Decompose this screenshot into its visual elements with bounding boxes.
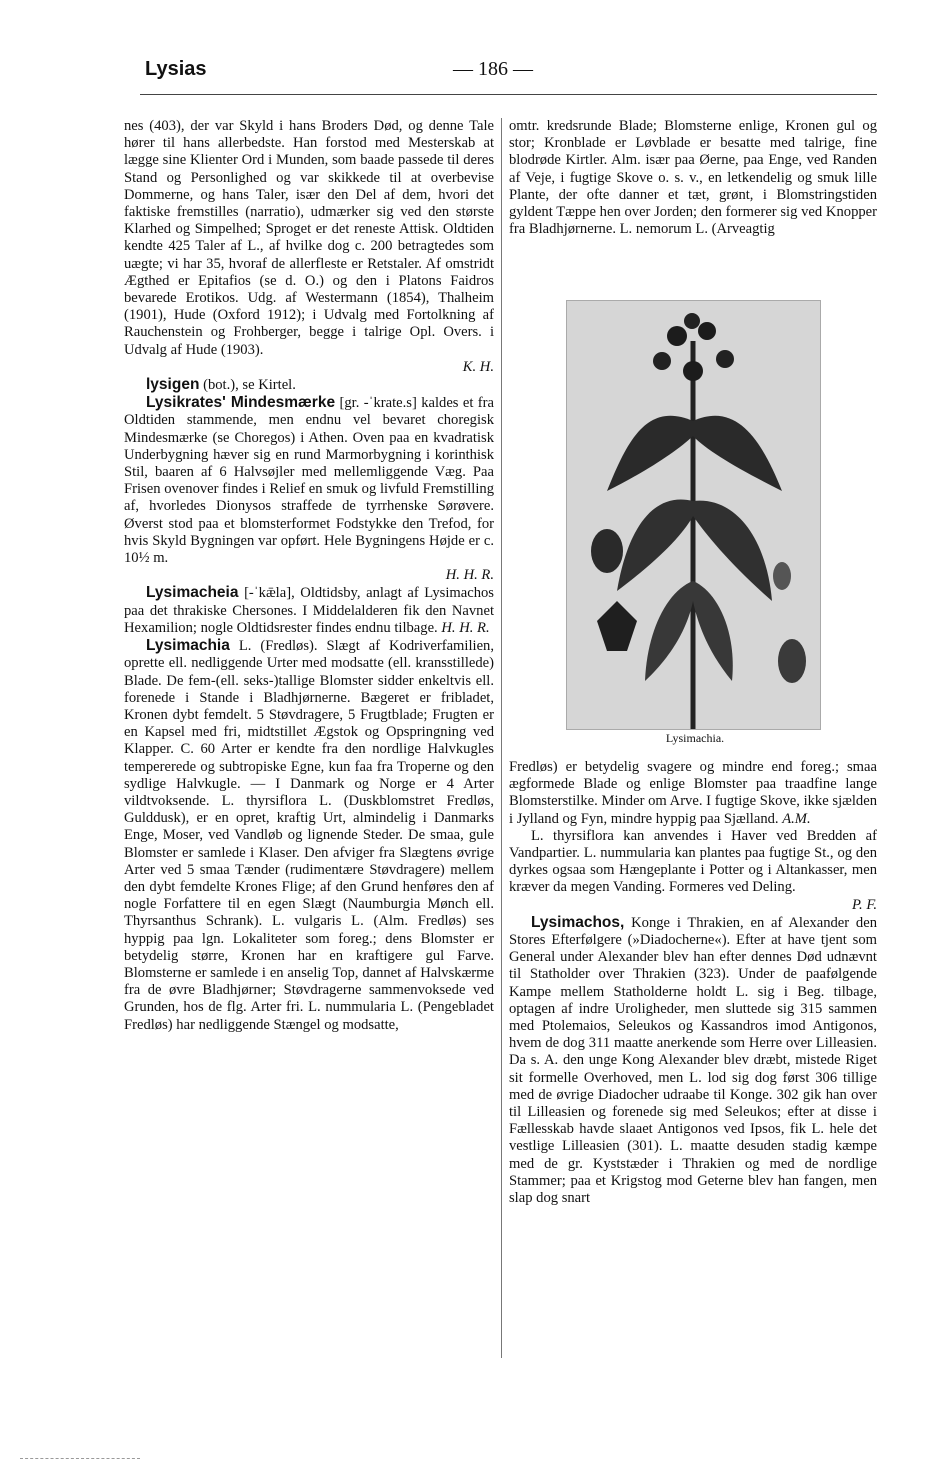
column-divider: [501, 118, 502, 1358]
scan-edge-mark: [20, 1458, 140, 1459]
entry-lysikrates: [124, 394, 494, 567]
entry-lysimacheia: [124, 584, 494, 637]
headword-lysikrates: Lysikrates' Mindesmærke: [146, 394, 336, 412]
running-header: [145, 58, 877, 92]
signature-am: A.M.: [782, 810, 811, 827]
lysikrates-text: [gr. -ˈkrate.s] kaldes et fra Oldtiden stammende, men endnu vel bevaret choregisk Mindesmærke (se Choregos) i Athen. Oven paa en kvadratisk Underbygning hæver sig en rund Marmorbygning i korinthisk Stil, baaren af 6 Halvsøjler med mellemliggende Væg. Paa Frisen ovenover findes i Relief en smuk og livfuld Fremstilling af, hvorledes Dionysos straffede de tyrrhenske Sørøvere. Øverst stod paa et blomsterformet Fodstykke den Trefod, for hvis Skyld Bygningen var opført. Hele Bygningens Højde er c. 10½ m.: [124, 395, 494, 567]
page-number: — 186 —: [453, 58, 533, 80]
header-headword: Lysias: [145, 58, 207, 80]
lysimachos-text: Konge i Thrakien, en af Alexander den Stores Efterfølgere (»Diadocherne«). Efter at have tjent som General under Alexander blev han efter dennes Død udnævnt til Statholder over Thrakien (323). Under de paafølgende Kampe mellem Statholderne holdt L. sig i Beg. tilbage, optagen af indre Uroligheder, men sluttede sig 315 sammen med Ptolemaios, Seleukos og Kassandros imod Antigonos, hvem de dog 311 maatte anerkende som Herre over Lilleasien. Da s. A. den unge Kong Alexander blev dræbt, mistede Riget sit formelle Overhoved, men L. lod sig dog først 306 tillige med de øvrige Diadocher udraabe til Konge. 302 gik han over til Lilleasien og forenede sig med Seleukos; efter at disse i Fællesskab havde slaaet Antigonos ved Ipsos, fik L. hele det vestlige Lilleasien (301). L. maatte desuden stadig kæmpe med de gr. Kyststæder i Thrakien og med de nordlige Stammer; paa et Krigstog mod Geterne blev han fangen, men slap dog snart: [509, 914, 877, 1207]
signature-hhr-1: H. H. R.: [445, 567, 494, 584]
headword-lysimachos: Lysimachos,: [531, 913, 625, 931]
signature-hhr-2: H. H. R.: [441, 619, 490, 636]
signature-pf: P. F.: [851, 896, 877, 913]
figure-caption: Lysimachia.: [665, 731, 725, 745]
plant-drawing: [567, 301, 820, 729]
lysimachia-continuation: omtr. kredsrunde Blade; Blomsterne enlige, Kronen gul og stor; Kronblade er Løvblade er besatte med talrige, fine blodrøde Kirtler. Alm. især paa Øerne, paa Enge, ved Randen af Veje, i fugtige Skove o. s. v., en letkendelig og smuk lille Plante, der ofte danner et tæt, grønt, i Blomstringstiden gyldent Tæppe hen over Jorden; den formerer sig ved Knopper fra Bladhjørnerne. L. nemorum L. (Arveagtig: [509, 118, 877, 238]
headword-lysimachia: Lysimachia: [146, 637, 230, 655]
headword-lysimacheia: Lysimacheia: [146, 584, 239, 602]
entry-lysimachia: [124, 637, 494, 1034]
nemorum-continuation: [509, 759, 877, 828]
signature-kh: K. H.: [462, 358, 494, 375]
lysigen-text: (bot.), se Kirtel.: [203, 377, 296, 394]
lysias-continuation: nes (403), der var Skyld i hans Broders Død, og denne Tale hører til hans allerbedste. Han forstod med Mesterskab at lægge sine Klienter Ord i Munden, som baade passede til deres Stand og Personlighed og var skikkede til at overbevise Dommerne, og hans Taler, især den Del af dem, hvori det faktiske fremstilles (narratio), udmærker sig ved den største Klarhed og Simpelhed; Sproget er det reneste Attisk. Oldtiden kendte 425 Taler af L., af hvilke dog c. 200 betragtedes som uægte; vi har 35, hvoraf de allerfleste er Retstaler. Af omstridt Ægthed er Epitafios (se d. O.) og den i Platons Faidros bevarede Erotikos. Udg. af Westermann (1854), Thalheim (1901), Hude (Oxford 1912); i Udvalg med Fortolkning af Rauchenstein og Frohberger, begge i talrige Opl. Overs. i Udvalg af Hude (1903).: [124, 118, 494, 358]
lysimacheia-text: [-ˈkǣla], Oldtidsby, anlagt af Lysimachos paa det thrakiske Chersones. I Middelalderen fik den Navnet Hexamilion; nogle Oldtidsrester findes endnu tilbage.: [124, 585, 494, 636]
headword-lysigen: lysigen: [146, 376, 200, 394]
header-rule: [140, 94, 877, 95]
lysimachia-illustration: [566, 300, 821, 730]
entry-lysimachos: [509, 914, 877, 1207]
right-column-bottom: [509, 759, 877, 1207]
cultivation-paragraph: L. thyrsiflora kan anvendes i Haver ved Bredden af Vandpartier. L. nummularia kan plantes paa fugtige St., og den dyrkes ogsaa som Hængeplante i Potter og i Altankasser, men kræver da megen Vanding. Formeres ved Deling.: [509, 827, 877, 896]
lysimachia-text: L. (Fredløs). Slægt af Kodriverfamilien, oprette ell. nedliggende Urter med modsatte (ell. kransstillede) Blade. De fem-(ell. seks-)tallige Blomster sidder enkeltvis ell. forenede i Stande i Bladhjørnerne. Bægeret er fribladet, Kronen dybt femdelt. 5 Støvdragere, 5 Frugtblade; Frugten er en Kapsel med fri, midtstillet Ægstok og Opspringning ved Klapper. C. 60 Arter er kendte fra den nordlige Halvkugles tempererede og subtropiske Egne, kun faa fra Troperne og den sydlige Halvkugle. — I Danmark og Norge er 4 Arter vildtvoksende. L. thyrsiflora L. (Duskblomstret Fredløs, Gulddusk), er en opret, kraftig Urt, almindelig i Danmarks Enge, Moser, ved Vandløb og lignende Steder. De smaa, gule Blomster er samlede i Klaser. Den afviger fra Slægtens øvrige Arter ved 5 smaa Tænder (rudimentære Støvdragere) mellem den dybt femdelte Krones Flige; af den Grund henføres den af nogle Forfattere til en egen Slægt (Naumburgia Mønch ell. Thyrsanthus Schrank). L. vulgaris L. (Alm. Fredløs) ses hyppig paa lgn. Lokaliteter som foreg.; dens Blomster er betydelig større, Kronen har en kraftigere gul Farve. Blomsterne er samlede i en anselig Top, dannet af Halvskærme fra de øvre Bladhjørner; Støvdragerne sammenvoksede ved Grunden, hos de flg. Arter fri. L. nummularia L. (Pengebladet Fredløs) har nedliggende Stængel og modsatte,: [124, 638, 495, 1033]
right-column-top: [509, 118, 877, 238]
nemorum-text: Fredløs) er betydelig svagere og mindre end foreg.; smaa ægformede Blade og enlige Blomster paa traadfine lange Blomsterstilke. Minder om Arve. I fugtige Skove, ikke sjælden i Jylland og Fyn, mindre hyppig paa Sjælland.: [509, 759, 877, 827]
entry-lysigen: [124, 376, 494, 394]
left-column: [124, 118, 494, 1034]
